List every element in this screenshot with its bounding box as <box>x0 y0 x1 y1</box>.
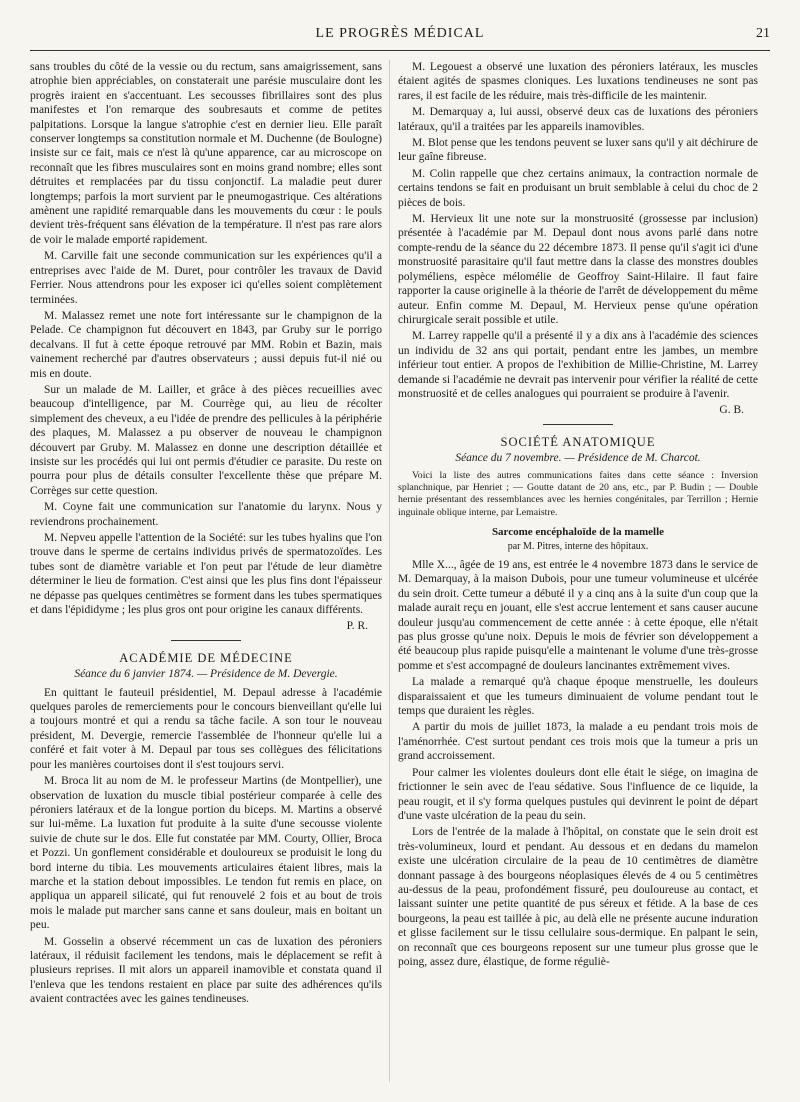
session-line: Séance du 7 novembre. — Présidence de M. Charcot. <box>455 452 701 465</box>
paragraph: En quittant le fauteuil présidentiel, M. Depaul adresse à l'académie quelques paroles de remerciements pour le concours bienveillant qu'elle lui a toujours montré et qui a rendu sa tâche facile. A son tour le nouveau président, M. Devergie, remercie l'assemblée de l'honneur qu'elle lui a conféré et fait voter à M. Depaul par tous ses collègues des félicitations pour les manières courtoises dont il s'est toujours servi. <box>30 686 382 771</box>
paragraph: M. Malassez remet une note fort intéressante sur le champignon de la Pelade. Ce champignon fut découvert en 1843, par Gruby sur le porrigo decalvans. Il fut à cette époque retrouvé par MM. Robin et Bazin, mais vainement recherché par d'autres observateurs ; aussi depuis fut-il nié ou mis en doute. <box>30 309 382 380</box>
right-column <box>398 60 758 1084</box>
paragraph: M. Broca lit au nom de M. le professeur Martins (de Montpellier), une observation de luxation du muscle tibial postérieur comparée à celle des péroniers latéraux et de la longue portion du biceps. M. Martins a observé sur lui-même. La luxation fut produite à la suite d'une secousse violente suivie de chute sur le dos. Elle fut constatée par MM. Courty, Ollier, Broca et Pozzi. Un gonflement considérable et douloureux se produisit le long du bord interne du tibia. Les mouvements articulaires étaient libres, mais la marche et la station debout impossibles. Le tendon fut remis en place, on appliqua un appareil silicaté, qui fut renouvelé 2 fois et au bout de trois mois le malade put marcher sans canne et sans douleur, mais en boitant un peu. <box>30 775 382 932</box>
session-line: Séance du 6 janvier 1874. — Présidence de M. Devergie. <box>74 668 338 681</box>
paragraph: M. Hervieux lit une note sur la monstruosité (grossesse par inclusion) présentée à l'académie par M. Depaul dont nous avons parlé dans notre compte-rendu de la séance du 22 décembre 1873. Il pense qu'il s'agit ici d'une monstruosité parasitaire qu'il faut mettre dans la classe des monstres doubles polyméliens, espèce mélomélie de Geoffroy Saint-Hilaire. Il faut faire rapporter la cause originelle à la théorie de l'arrêt de développement du même auteur. Enfin comme M. Depaul, M. Hervieux pense qu'une opération chirurgicale serait possible et utile. <box>398 213 758 326</box>
signature: G. B. <box>719 404 744 417</box>
paragraph: Lors de l'entrée de la malade à l'hôpital, on constate que le sein droit est très-volumineux, lourd et pendant. Au dessous et en dedans du mamelon existe une ulcération circulaire de la peau de 10 centimètres de diamètre donnant passage à des bourgeons néoplasiques élevés de 4 ou 5 centimètres au-dessus de la peau, profondément fissuré, peu douloureuse au contact, et laissant suinter une petite quantité de pus séreux et fétide. A la base de ces bourgeons, la peau est taillée à pic, au delà elle ne présente aucune induration et glisse facilement sur le tissu cellulaire sous-dermique. En palpant le sein, on reconnaît que ces bourgeons reposent sur une tumeur plus grosse que le poing, assez dure, élastique, de forme réguliè- <box>398 826 758 968</box>
paragraph: M. Nepveu appelle l'attention de la Société: sur les tubes hyalins que l'on trouve dans le sperme de certains individus privés de spermatozoïdes. Les tubes sont de diamètre variable et l'on peut par l'étude de leur diamètre déterminer le lieu de formation. C'est ainsi que les plus fins dont l'épaisseur ne dépasse pas quelques centimètres se forment dans les tubes spermatiques et dans l'épididyme ; les plus gros ont pour origine les canaux différents. <box>30 532 382 617</box>
paragraph: sans troubles du côté de la vessie ou du rectum, sans amaigrissement, sans atrophie bien appréciables, on constaterait une parésie musculaire dont les progrès iraient en s'accentuant. Les secousses fibrillaires sont des plus manifestes et l'on remarque des soubresauts et comme de petites palpitations. Lorsque la langue s'atrophie c'est en dernier lieu. Elle paraît conserver longtemps sa constitution normale et M. Duchenne (de Boulogne) insiste sur ce fait, mais ce n'est là qu'une apparence, car au microscope on reconnaît que les fibres musculaires sont en moins grand nombre; elles sont détruites et remplacées par du tissu conjonctif. La maladie peut durer longtemps; parfois la mort survient par le pneumogastrique. Ces altérations amènent une rapidité remarquable dans les mouvements du cœur : le pouls devient très-fréquent sans élévation de la température. Il n'est pas rare alors de voir le malade emporté rapidement. <box>30 61 382 246</box>
paragraph: M. Blot pense que les tendons peuvent se luxer sans qu'il y ait déchirure de leur gaîne fibreuse. <box>398 137 758 164</box>
section-divider <box>171 640 241 641</box>
section-divider <box>543 424 613 425</box>
paragraph: M. Larrey rappelle qu'il a présenté il y a dix ans à l'académie des sciences un individu de 32 ans qui portait, pendant entre les jambes, un membre inférieur tout entier. A propos de l'exhibition de Millie-Christine, M. Larrey demande si l'académie ne devrait pas intervenir pour vérifier la réalité de cette monstruosité et de celles analogues qui pourraient se produire à l'avenir. <box>398 330 758 400</box>
paragraph: M. Carville fait une seconde communication sur les expériences qu'il a entreprises avec l'aide de M. Duret, pour contrôler les travaux de David Ferrier. Nous attendrons pour les exposer ici qu'elles soient complètement terminées. <box>30 250 382 306</box>
section-title: ACADÉMIE DE MÉDECINE <box>119 650 293 665</box>
paragraph: M. Gosselin a observé récemment un cas de luxation des péroniers latéraux, il réduisit facilement les tendons, mais le déplacement se refit à plusieurs reprises. Il mit alors un appareil inamovible et constata quand il l'enleva que les tendons restaient en place par suite des adhérences qu'ils avaient contractées avec les gaines tendineuses. <box>30 935 382 1006</box>
article-title: Sarcome encéphaloïde de la mamelle <box>491 526 665 539</box>
paragraph: M. Demarquay a, lui aussi, observé deux cas de luxations des péroniers latéraux, qu'il a traitées par les appareils inamovibles. <box>398 106 758 133</box>
communications-list: Voici la liste des autres communications faites dans cette séance : Inversion splanchnique, par Henriet ; — Goutte datant de 20 ans, etc., par P. Budin ; — Double hernie présentant des ressemblances avec les hernies congénitales, par Terrillon ; Hernie inguinale oblique interne, par Lemaistre. <box>398 469 758 518</box>
journal-title: LE PROGRÈS MÉDICAL <box>315 26 485 41</box>
paragraph: Pour calmer les violentes douleurs dont elle était le siége, on imagina de frictionner le sein avec de l'eau sédative. Sous l'influence de ce liquide, la peau rougit, et il s'y forma quelques pustules qui devinrent le point de départ d'une vaste ulcération de la peau du sein. <box>398 766 758 822</box>
paragraph: Mlle X..., âgée de 19 ans, est entrée le 4 novembre 1873 dans le service de M. Demarquay, à la maison Dubois, pour une tumeur volumineuse et ulcérée du sein droit. Cette tumeur a débuté il y a cinq ans à la suite d'un coup que la malade aurait reçu en jouant, elle s'est accrue lentement et sans causer aucune douleur jusqu'au commencement de cette année : à cette époque, elle n'était pas plus grosse qu'une noix. Depuis le mois de février son développement a été beaucoup plus rapide puisqu'elle a maintenant le volume d'une très-grosse pomme et s'est accompagné de douleurs lancinantes extrêmement vives. <box>398 559 758 672</box>
page-header <box>30 20 770 50</box>
article-byline: par M. Pitres, interne des hôpitaux. <box>507 540 649 552</box>
column-separator <box>389 60 390 1082</box>
page-number: 21 <box>756 26 770 41</box>
signature: P. R. <box>346 620 368 633</box>
paragraph: A partir du mois de juillet 1873, la malade a eu pendant trois mois de l'aménorrhée. C'est surtout pendant ces trois mois que la tumeur a pris un grand accroissement. <box>398 721 758 763</box>
header-rule <box>30 50 770 51</box>
section-title: SOCIÉTÉ ANATOMIQUE <box>500 434 656 449</box>
paragraph: La malade a remarqué qu'à chaque époque menstruelle, les douleurs disparaissaient et que les tumeurs diminuaient de volume pendant tout le temps que duraient les règles. <box>398 676 758 718</box>
paragraph: M. Legouest a observé une luxation des péroniers latéraux, les muscles étaient agités de spasmes cloniques. Les luxations tendineuses ne sont pas rares, il est facile de les réduire, mais très-difficile de les maintenir. <box>398 61 758 102</box>
paragraph: M. Colin rappelle que chez certains animaux, la contraction normale de certains tendons se fait en produisant un bruit semblable à celui du choc de 2 pièces de bois. <box>398 167 758 209</box>
left-column <box>30 60 382 1084</box>
paragraph: M. Coyne fait une communication sur l'anatomie du larynx. Nous y reviendrons prochainement. <box>30 501 382 528</box>
paragraph: Sur un malade de M. Lailler, et grâce à des pièces recueillies avec beaucoup d'intelligence, par M. Courrège qui, au lieu de récolter simplement des cheveux, a eu l'idée de prendre des pellicules à la périphérie des plaques, M. Malassez a pu observer de nouveau le champignon découvert par Gruby. M. Malassez en donne une description détaillée et insiste sur les procédés qui lui ont permis d'étudier ce parasite. Du reste on pourra pour plus de détails consulter l'excellente thèse que prépare M. Corrèges sur cette question. <box>30 383 382 497</box>
